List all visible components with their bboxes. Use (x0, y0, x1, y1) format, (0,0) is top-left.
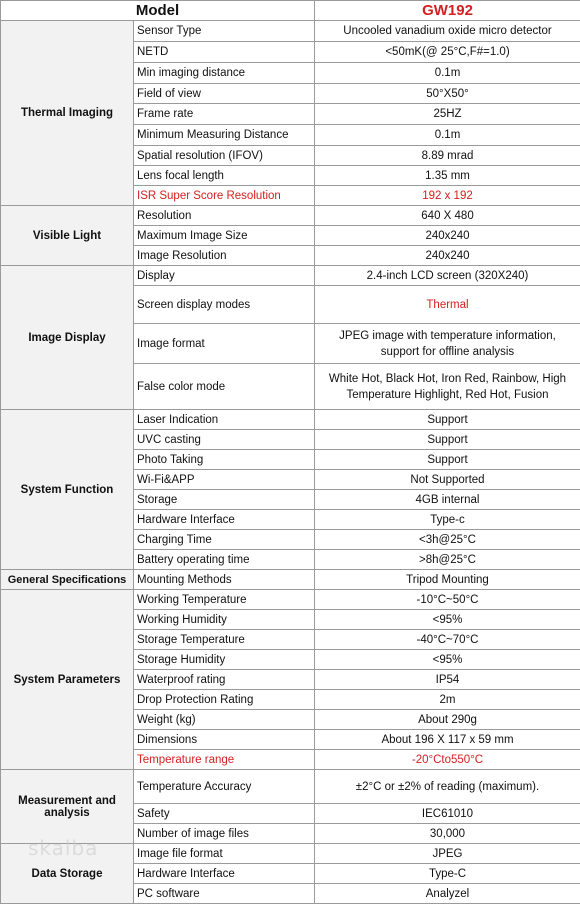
param-label: Number of image files (134, 824, 315, 844)
param-value: 0.1m (315, 125, 580, 146)
section-thermal-imaging: Thermal Imaging (1, 21, 134, 206)
param-label: Maximum Image Size (134, 226, 315, 246)
param-value: Analyzel (315, 884, 580, 904)
param-label: Temperature range (134, 750, 315, 770)
param-label: NETD (134, 42, 315, 63)
param-value: <50mK(@ 25°C,F#=1.0) (315, 42, 580, 63)
table-row (1, 206, 580, 226)
param-label: Drop Protection Rating (134, 690, 315, 710)
param-label: Min imaging distance (134, 63, 315, 84)
param-value: <95% (315, 650, 580, 670)
param-value: Type-C (315, 864, 580, 884)
param-label: Image file format (134, 844, 315, 864)
param-label: Hardware Interface (134, 864, 315, 884)
param-label: Field of view (134, 84, 315, 104)
param-label: Storage Temperature (134, 630, 315, 650)
param-value: 4GB internal (315, 490, 580, 510)
param-label: Storage Humidity (134, 650, 315, 670)
param-label: Image format (134, 324, 315, 364)
table-row (1, 410, 580, 430)
param-value: Thermal (315, 286, 580, 324)
param-value: JPEG (315, 844, 580, 864)
param-value: 2.4-inch LCD screen (320X240) (315, 266, 580, 286)
param-value: <3h@25°C (315, 530, 580, 550)
param-value: 240x240 (315, 246, 580, 266)
param-value: Tripod Mounting (315, 570, 580, 590)
param-label: Minimum Measuring Distance (134, 125, 315, 146)
param-label: Safety (134, 804, 315, 824)
param-label: Spatial resolution (IFOV) (134, 146, 315, 166)
param-label: ISR Super Score Resolution (134, 186, 315, 206)
param-label: Temperature Accuracy (134, 770, 315, 804)
table-row (1, 21, 580, 42)
param-label: PC software (134, 884, 315, 904)
section-system-function: System Function (1, 410, 134, 570)
section-system-parameters: System Parameters (1, 590, 134, 770)
section-measurement-analysis: Measurement and analysis (1, 770, 134, 844)
param-label: Working Humidity (134, 610, 315, 630)
model-label: Model (1, 1, 315, 21)
param-label: Working Temperature (134, 590, 315, 610)
param-value: IP54 (315, 670, 580, 690)
param-value: IEC61010 (315, 804, 580, 824)
param-value: 192 x 192 (315, 186, 580, 206)
param-value: -10°C~50°C (315, 590, 580, 610)
section-visible-light: Visible Light (1, 206, 134, 266)
param-value: <95% (315, 610, 580, 630)
param-value: JPEG image with temperature information, support for offline analysis (315, 324, 580, 364)
param-label: Dimensions (134, 730, 315, 750)
section-image-display: Image Display (1, 266, 134, 410)
param-label: Weight (kg) (134, 710, 315, 730)
param-value: 0.1m (315, 63, 580, 84)
param-value: 50°X50° (315, 84, 580, 104)
param-value: About 290g (315, 710, 580, 730)
param-value: -20°Cto550°C (315, 750, 580, 770)
param-value: Support (315, 450, 580, 470)
header-row (1, 1, 580, 21)
param-label: Charging Time (134, 530, 315, 550)
param-value: >8h@25°C (315, 550, 580, 570)
param-value: 1.35 mm (315, 166, 580, 186)
param-label: Wi-Fi&APP (134, 470, 315, 490)
param-value: ±2°C or ±2% of reading (maximum). (315, 770, 580, 804)
param-label: Frame rate (134, 104, 315, 125)
param-value: 25HZ (315, 104, 580, 125)
param-value: 8.89 mrad (315, 146, 580, 166)
param-value: White Hot, Black Hot, Iron Red, Rainbow, High Temperature Highlight, Red Hot, Fusion (315, 364, 580, 410)
param-label: Photo Taking (134, 450, 315, 470)
param-label: Screen display modes (134, 286, 315, 324)
param-value: 2m (315, 690, 580, 710)
param-label: Lens focal length (134, 166, 315, 186)
param-label: UVC casting (134, 430, 315, 450)
param-value: Type-c (315, 510, 580, 530)
param-label: Mounting Methods (134, 570, 315, 590)
param-label: Resolution (134, 206, 315, 226)
watermark: skalba (28, 836, 98, 860)
table-row (1, 590, 580, 610)
param-label: Battery operating time (134, 550, 315, 570)
table-row (1, 266, 580, 286)
param-label: Waterproof rating (134, 670, 315, 690)
param-label: Laser Indication (134, 410, 315, 430)
section-general-specifications: General Specifications (1, 570, 134, 590)
param-label: Image Resolution (134, 246, 315, 266)
table-row (1, 770, 580, 804)
section-data-storage: Data Storage (1, 844, 134, 904)
param-label: Hardware Interface (134, 510, 315, 530)
param-value: -40°C~70°C (315, 630, 580, 650)
model-value: GW192 (315, 1, 580, 21)
param-value: Not Supported (315, 470, 580, 490)
table-row (1, 570, 580, 590)
param-label: False color mode (134, 364, 315, 410)
param-value: 30,000 (315, 824, 580, 844)
param-label: Display (134, 266, 315, 286)
param-value: Uncooled vanadium oxide micro detector (315, 21, 580, 42)
param-value: 640 X 480 (315, 206, 580, 226)
param-value: About 196 X 117 x 59 mm (315, 730, 580, 750)
table-row (1, 844, 580, 864)
param-value: Support (315, 430, 580, 450)
param-label: Sensor Type (134, 21, 315, 42)
param-label: Storage (134, 490, 315, 510)
param-value: Support (315, 410, 580, 430)
param-value: 240x240 (315, 226, 580, 246)
